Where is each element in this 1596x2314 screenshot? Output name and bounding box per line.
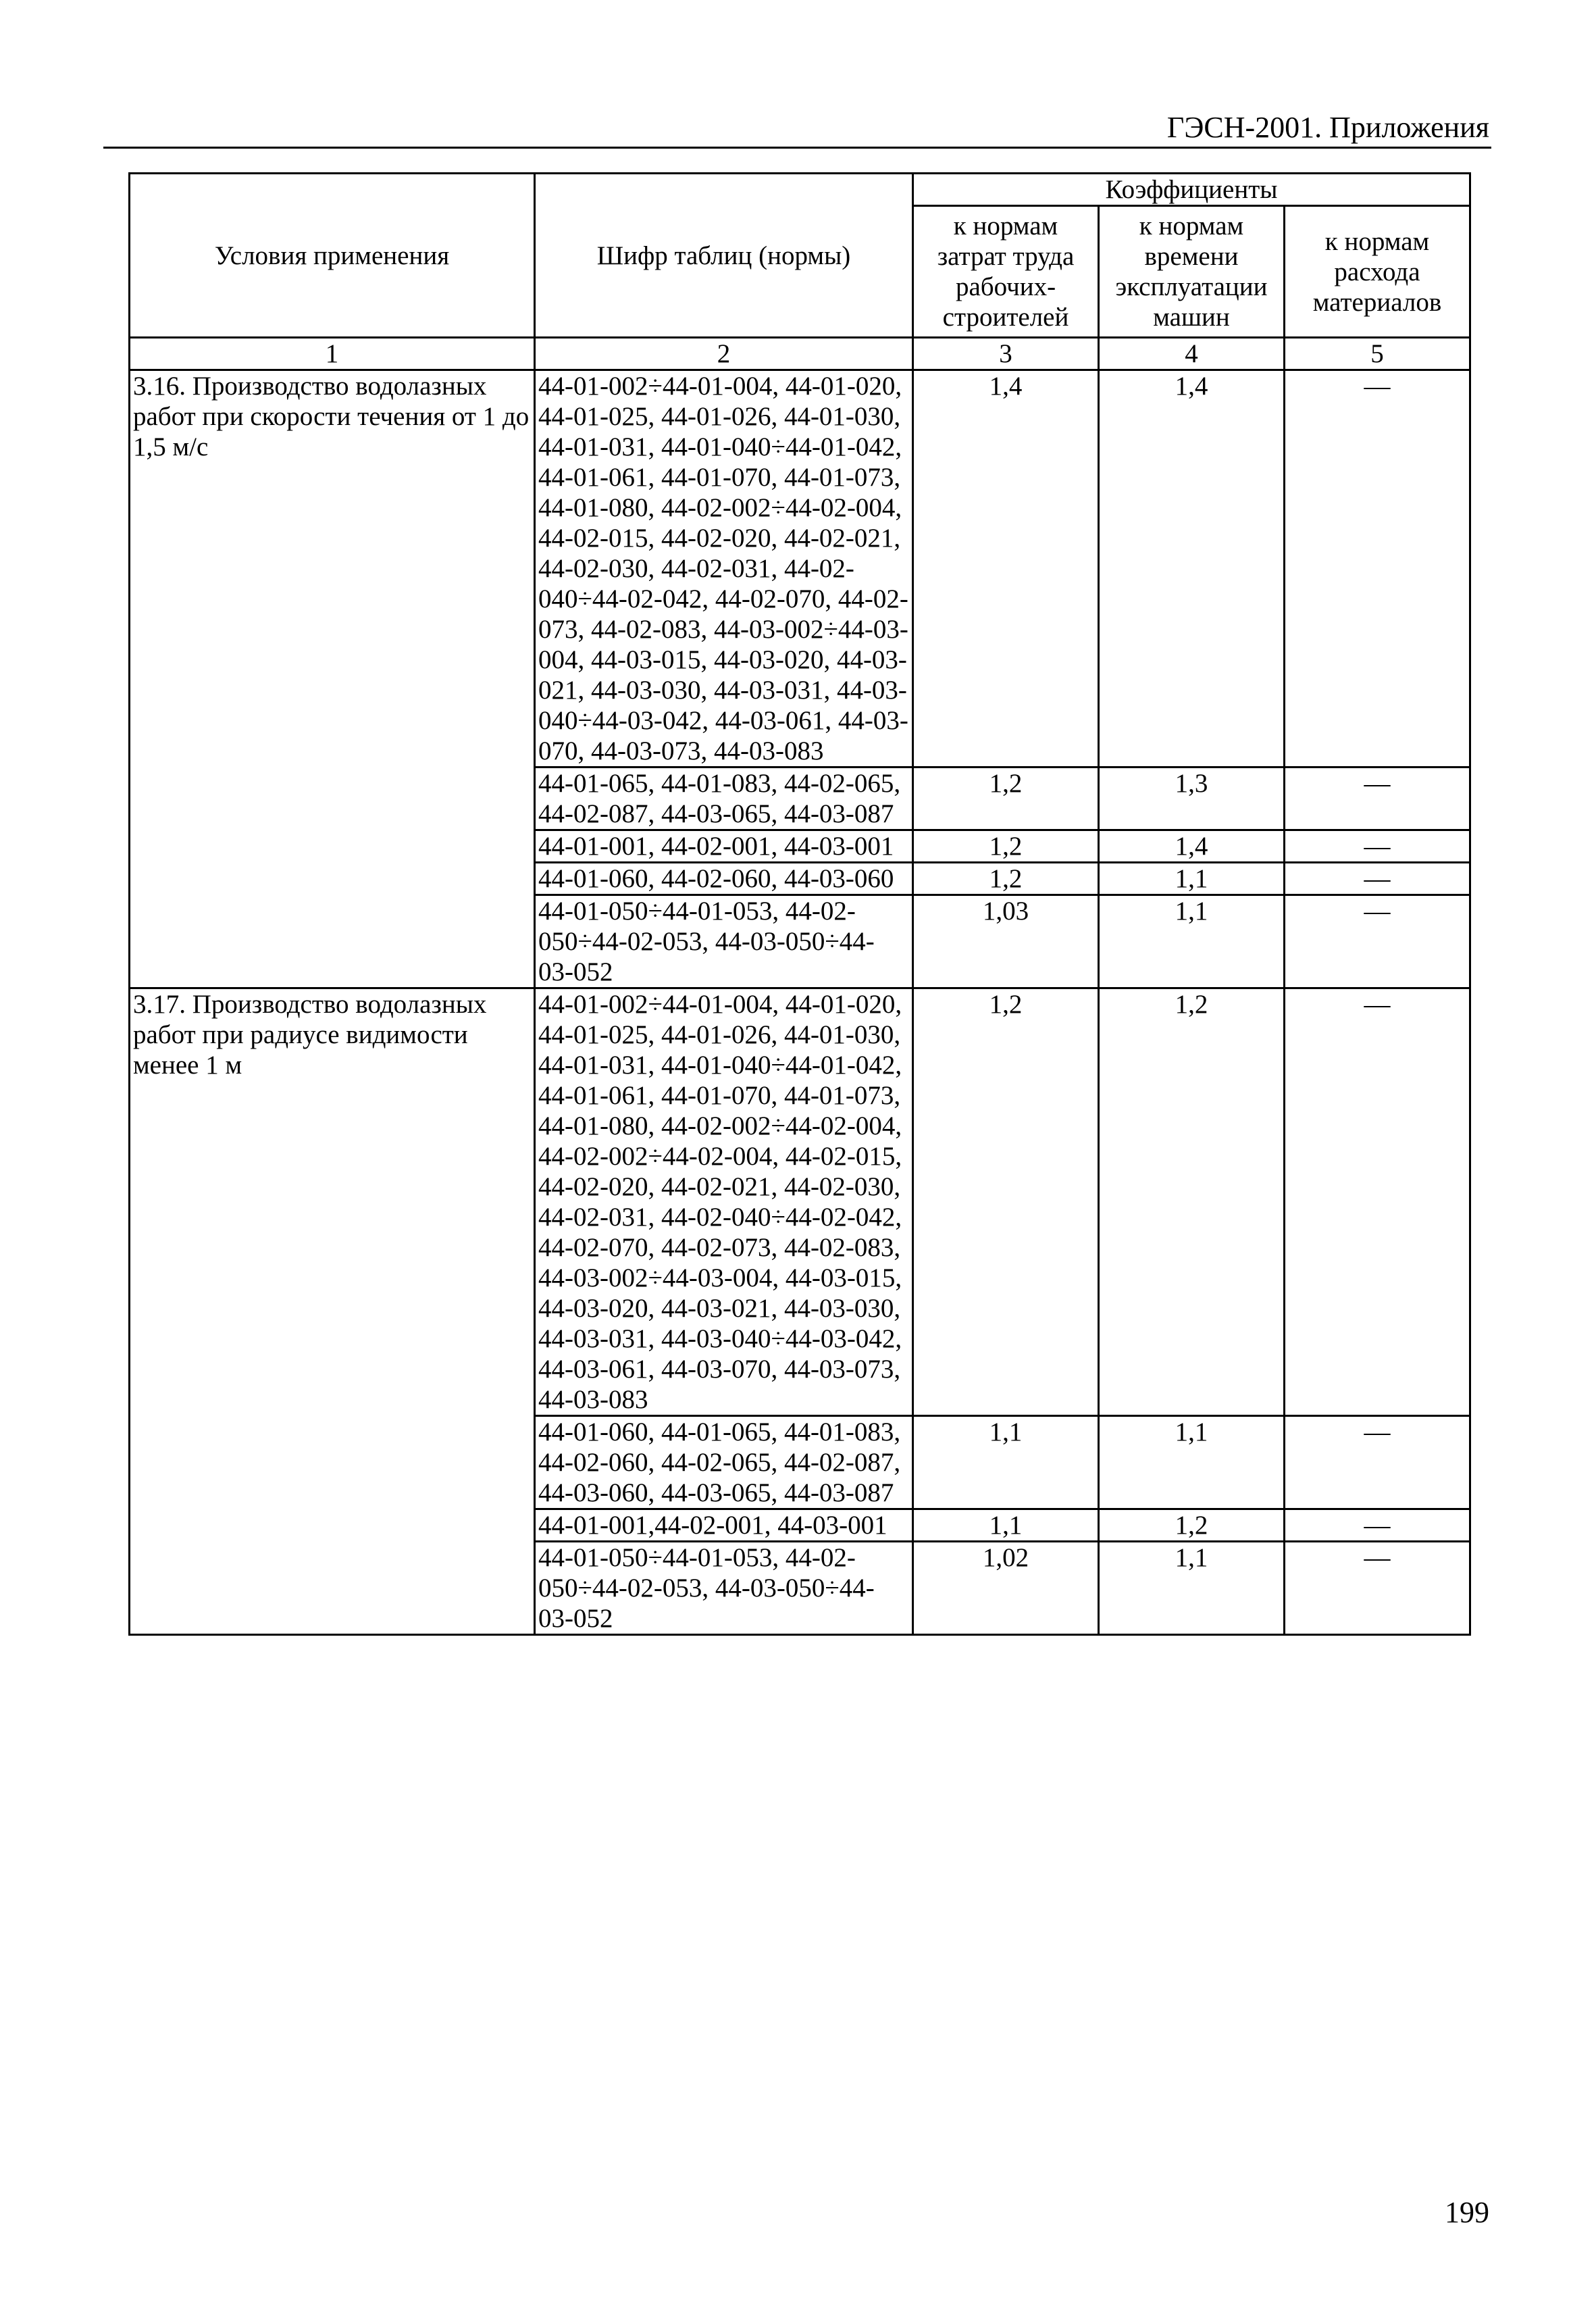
header-machines: к нормам времени эксплуатации машин xyxy=(1099,206,1285,338)
materials-coefficient: — xyxy=(1285,1416,1470,1509)
column-numbers-row xyxy=(130,338,1470,370)
header-conditions: Условия применения xyxy=(130,174,535,338)
materials-coefficient: — xyxy=(1285,1542,1470,1635)
condition-cell: 3.17. Производство водолазных работ при радиусе видимости менее 1 м xyxy=(130,988,535,1635)
labor-coefficient: 1,1 xyxy=(913,1509,1099,1542)
condition-cell: 3.16. Производство водолазных работ при скорости течения от 1 до 1,5 м/с xyxy=(130,370,535,988)
header-labor: к нормам затрат труда рабочих-строителей xyxy=(913,206,1099,338)
code-cell: 44-01-002÷44-01-004, 44-01-020, 44-01-025, 44-01-026, 44-01-030, 44-01-031, 44-01-040÷44-01-042, 44-01-061, 44-01-070, 44-01-073, 44-01-080, 44-02-002÷44-02-004, 44-02-002÷44-02-004, 44-02-015, 44-02-020, 44-02-021, 44-02-030, 44-02-031, 44-02-040÷44-02-042, 44-02-070, 44-02-073, 44-02-083, 44-03-002÷44-03-004, 44-03-015, 44-03-020, 44-03-021, 44-03-030, 44-03-031, 44-03-040÷44-03-042, 44-03-061, 44-03-070, 44-03-073, 44-03-083 xyxy=(535,988,913,1416)
materials-coefficient: — xyxy=(1285,370,1470,768)
labor-coefficient: 1,03 xyxy=(913,895,1099,988)
code-cell: 44-01-065, 44-01-083, 44-02-065, 44-02-087, 44-03-065, 44-03-087 xyxy=(535,768,913,830)
materials-coefficient: — xyxy=(1285,863,1470,895)
machines-coefficient: 1,1 xyxy=(1099,863,1285,895)
header-rule xyxy=(103,147,1491,149)
labor-coefficient: 1,2 xyxy=(913,988,1099,1416)
labor-coefficient: 1,1 xyxy=(913,1416,1099,1509)
materials-coefficient: — xyxy=(1285,988,1470,1416)
machines-coefficient: 1,2 xyxy=(1099,988,1285,1416)
code-cell: 44-01-060, 44-01-065, 44-01-083, 44-02-060, 44-02-065, 44-02-087, 44-03-060, 44-03-065, 44-03-087 xyxy=(535,1416,913,1509)
machines-coefficient: 1,1 xyxy=(1099,895,1285,988)
labor-coefficient: 1,4 xyxy=(913,370,1099,768)
machines-coefficient: 1,4 xyxy=(1099,370,1285,768)
column-number: 2 xyxy=(535,338,913,370)
labor-coefficient: 1,2 xyxy=(913,830,1099,863)
column-number: 3 xyxy=(913,338,1099,370)
table-header-row xyxy=(130,174,1470,206)
header-coefficients: Коэффициенты xyxy=(913,174,1470,206)
labor-coefficient: 1,2 xyxy=(913,768,1099,830)
header-code: Шифр таблиц (нормы) xyxy=(535,174,913,338)
column-number: 1 xyxy=(130,338,535,370)
code-cell: 44-01-001,44-02-001, 44-03-001 xyxy=(535,1509,913,1542)
page-header-title: ГЭСН-2001. Приложения xyxy=(1166,111,1489,144)
machines-coefficient: 1,4 xyxy=(1099,830,1285,863)
table-row xyxy=(130,370,1470,768)
page-number: 199 xyxy=(1445,2196,1489,2229)
code-cell: 44-01-050÷44-01-053, 44-02-050÷44-02-053, 44-03-050÷44-03-052 xyxy=(535,1542,913,1635)
materials-coefficient: — xyxy=(1285,1509,1470,1542)
table-row xyxy=(130,988,1470,1416)
code-cell: 44-01-060, 44-02-060, 44-03-060 xyxy=(535,863,913,895)
labor-coefficient: 1,2 xyxy=(913,863,1099,895)
machines-coefficient: 1,1 xyxy=(1099,1416,1285,1509)
machines-coefficient: 1,2 xyxy=(1099,1509,1285,1542)
column-number: 5 xyxy=(1285,338,1470,370)
machines-coefficient: 1,3 xyxy=(1099,768,1285,830)
labor-coefficient: 1,02 xyxy=(913,1542,1099,1635)
column-number: 4 xyxy=(1099,338,1285,370)
code-cell: 44-01-050÷44-01-053, 44-02-050÷44-02-053, 44-03-050÷44-03-052 xyxy=(535,895,913,988)
header-materials: к нормам расхода материалов xyxy=(1285,206,1470,338)
materials-coefficient: — xyxy=(1285,768,1470,830)
code-cell: 44-01-001, 44-02-001, 44-03-001 xyxy=(535,830,913,863)
machines-coefficient: 1,1 xyxy=(1099,1542,1285,1635)
materials-coefficient: — xyxy=(1285,830,1470,863)
coefficients-table xyxy=(128,172,1471,1636)
materials-coefficient: — xyxy=(1285,895,1470,988)
code-cell: 44-01-002÷44-01-004, 44-01-020, 44-01-025, 44-01-026, 44-01-030, 44-01-031, 44-01-040÷44-01-042, 44-01-061, 44-01-070, 44-01-073, 44-01-080, 44-02-002÷44-02-004, 44-02-015, 44-02-020, 44-02-021, 44-02-030, 44-02-031, 44-02-040÷44-02-042, 44-02-070, 44-02-073, 44-02-083, 44-03-002÷44-03-004, 44-03-015, 44-03-020, 44-03-021, 44-03-030, 44-03-031, 44-03-040÷44-03-042, 44-03-061, 44-03-070, 44-03-073, 44-03-083 xyxy=(535,370,913,768)
